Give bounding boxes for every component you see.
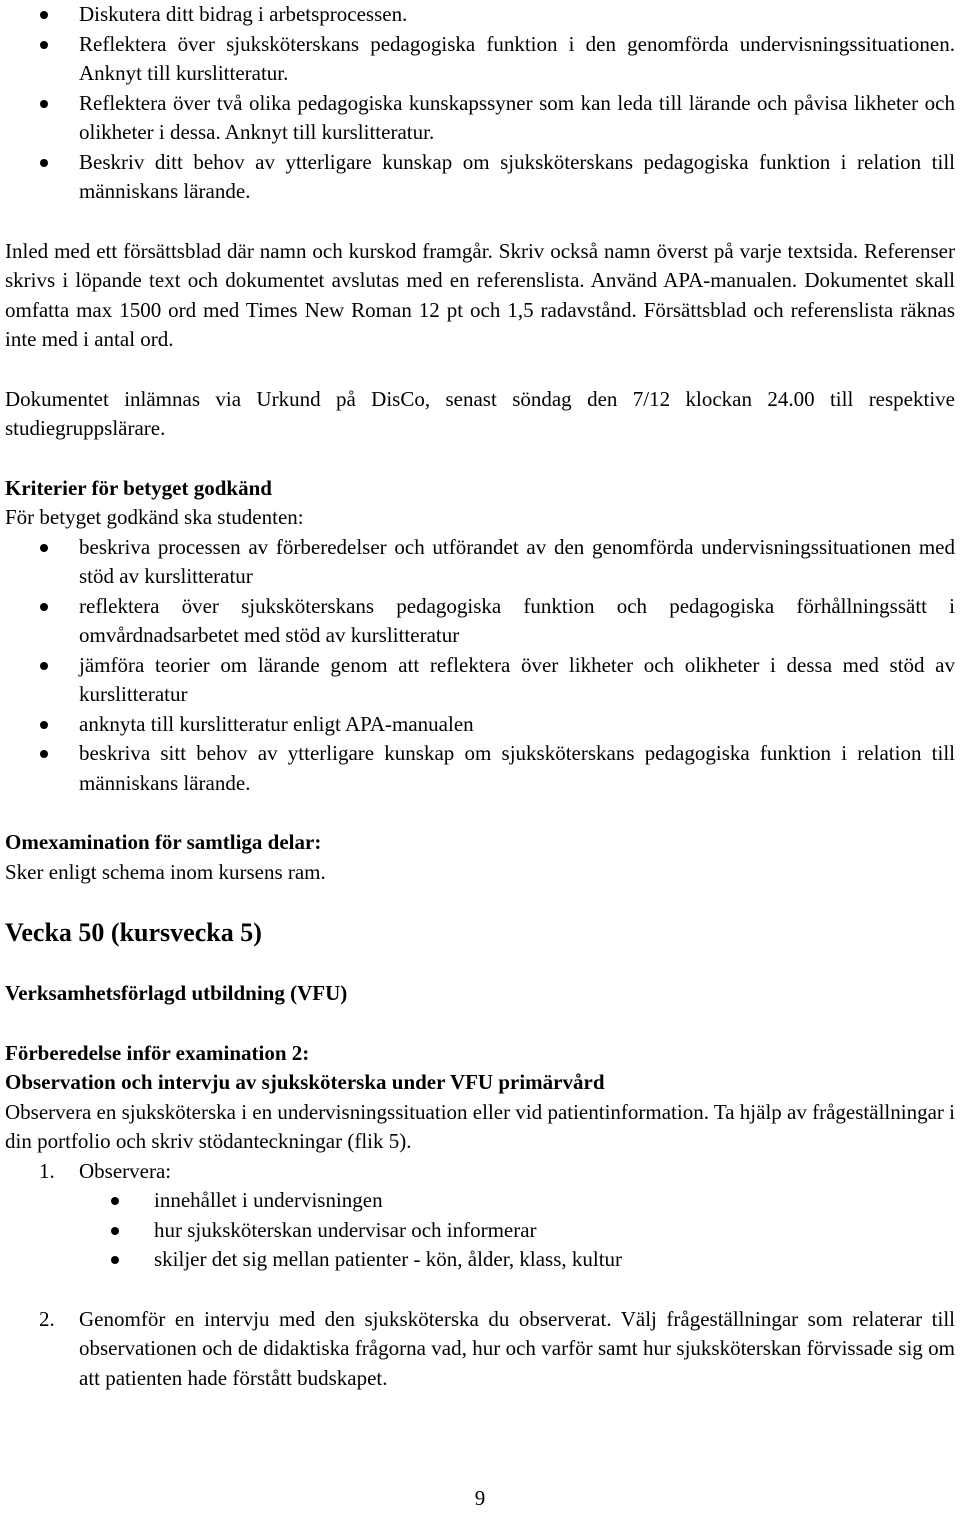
list-item: innehållet i undervisningen <box>79 1186 955 1216</box>
instructions-paragraph: Inled med ett försättsblad där namn och kurskod framgår. Skriv också namn överst på varje textsida. Referenser skrivs i löpande text och dokumentet avslutas med en referenslista. Använd APA-manualen. Dokumentet skall omfatta max 1500 ord med Times New Roman 12 pt och 1,5 radavstånd. Försättsblad och referenslista räknas inte med i antal ord. <box>5 238 955 351</box>
list-item: anknyta till kurslitteratur enligt APA-manualen <box>5 710 955 740</box>
document-page <box>5 0 955 1393</box>
list-item: Beskriv ditt behov av ytterligare kunskap om sjuksköterskans pedagogiska funktion i relation till människans lärande. <box>5 148 955 207</box>
list-item: skiljer det sig mellan patienter - kön, ålder, klass, kultur <box>79 1245 955 1275</box>
list-item: beskriva sitt behov av ytterligare kunskap om sjuksköterskans pedagogiska funktion i relation till människans lärande. <box>5 739 955 798</box>
step-item-interview <box>5 1305 955 1394</box>
step-number: 1. <box>39 1158 55 1183</box>
criteria-heading: Kriterier för betyget godkänd <box>5 475 272 500</box>
exam2-heading: Förberedelse inför examination 2: <box>5 1040 310 1065</box>
week-heading: Vecka 50 (kursvecka 5) <box>5 918 262 947</box>
criteria-list <box>5 533 955 799</box>
exam2-intro: Observera en sjuksköterska i en undervisningssituation eller vid patientinformation. Ta hjälp av frågeställningar i din portfolio och skriv stödanteckningar (flik 5). <box>5 1099 955 1153</box>
list-item: reflektera över sjuksköterskans pedagogiska funktion och pedagogiska förhållningssätt i omvårdnadsarbetet med stöd av kurslitteratur <box>5 592 955 651</box>
step-label: Observera: <box>79 1158 172 1183</box>
list-item: jämföra teorier om lärande genom att reflektera över likheter och olikheter i dessa med stöd av kurslitteratur <box>5 651 955 710</box>
step-text: Genomför en intervju med den sjuksköterska du observerat. Välj frågeställningar som relaterar till observationen och de didaktiska frågorna vad, hur och varför samt hur sjuksköterskan förvissade sig om att patienten hade förstått budskapet. <box>79 1306 955 1390</box>
page-number: 9 <box>474 1486 486 1510</box>
exam2-subheading: Observation och intervju av sjuksköterska under VFU primärvård <box>5 1070 605 1094</box>
submission-paragraph: Dokumentet inlämnas via Urkund på DisCo, senast söndag den 7/12 klockan 24.00 till respektive studiegruppslärare. <box>5 386 955 440</box>
list-item: hur sjuksköterskan undervisar och informerar <box>79 1216 955 1246</box>
step-item-observe <box>5 1157 955 1275</box>
reexam-text: Sker enligt schema inom kursens ram. <box>5 859 326 884</box>
step-number: 2. <box>39 1306 55 1331</box>
list-item: Reflektera över två olika pedagogiska kunskapssyner som kan leda till lärande och påvisa likheter och olikheter i dessa. Anknyt till kurslitteratur. <box>5 89 955 148</box>
list-item: beskriva processen av förberedelser och utförandet av den genomförda undervisningssituationen med stöd av kurslitteratur <box>5 533 955 592</box>
top-bullet-list <box>5 0 955 207</box>
reexam-heading: Omexamination för samtliga delar: <box>5 830 322 854</box>
list-item: Reflektera över sjuksköterskans pedagogiska funktion i den genomförda undervisningssituationen. Anknyt till kurslitteratur. <box>5 30 955 89</box>
observe-list <box>79 1186 955 1275</box>
exam2-steps <box>5 1157 955 1394</box>
criteria-intro: För betyget godkänd ska studenten: <box>5 505 304 529</box>
vfu-heading: Verksamhetsförlagd utbildning (VFU) <box>5 981 348 1005</box>
list-item: Diskutera ditt bidrag i arbetsprocessen. <box>5 0 955 30</box>
